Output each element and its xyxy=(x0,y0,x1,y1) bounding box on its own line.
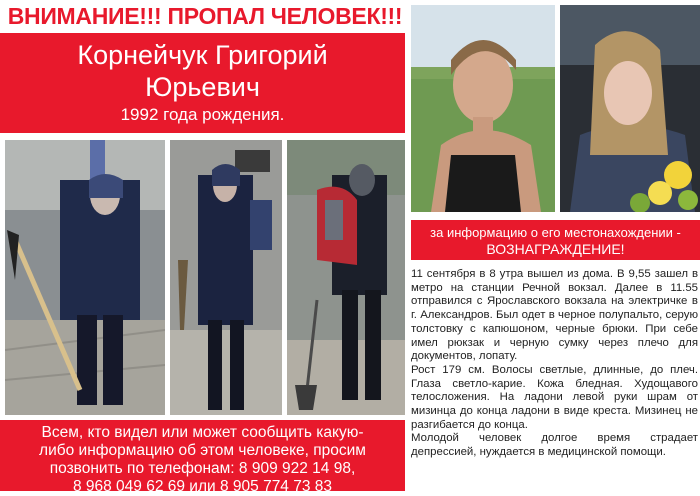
person-patronymic: Юрьевич xyxy=(145,72,260,102)
contact-line-2: либо информацию об этом человеке, просим xyxy=(39,442,366,459)
contact-line-4: 8 968 049 62 69 или 8 905 774 73 83 xyxy=(72,478,333,495)
description-paragraph: 11 сентября в 8 утра вышел из дома. В 9,55 зашел в метро на станции Речной вокзал. Далее в 11.55 отправился с Ярославского вокзала на электричке в г. Александров. Был одет в черное полупальто, серую толстовку с капюшоном, черные брюки. При себе имел рюкзак и черную сумку через плечо для документов, лопату. xyxy=(411,268,698,363)
description-block xyxy=(411,268,698,460)
portrait-photo-1 xyxy=(411,5,555,212)
surveillance-photo-1 xyxy=(5,140,165,415)
headline: ВНИМАНИЕ!!! ПРОПАЛ ЧЕЛОВЕК!!! xyxy=(0,0,410,33)
reward-line-1: за информацию о его местонахождении - xyxy=(430,225,681,240)
portrait-photo-2 xyxy=(560,5,700,212)
surveillance-photo-2 xyxy=(170,140,282,415)
contact-block xyxy=(0,420,405,495)
name-block xyxy=(0,33,405,133)
reward-block xyxy=(411,220,700,260)
reward-line-2: ВОЗНАГРАЖДЕНИЕ! xyxy=(486,241,625,257)
description-paragraph: Рост 179 см. Волосы светлые, длинные, до плеч. Глаза светло-карие. Кожа бледная. Худощавого телосложения. На ладони левой руки шрам от мизинца до конца ладони в виде креста. Мизинец не разгибается до конца. xyxy=(411,363,698,431)
person-name: Корнейчук Григорий xyxy=(77,40,328,70)
description-paragraph: Молодой человек долгое время страдает депрессией, нуждается в медицинской помощи. xyxy=(411,432,698,459)
contact-line-1: Всем, кто видел или может сообщить какую- xyxy=(41,424,364,441)
birth-year: 1992 года рождения. xyxy=(120,105,285,124)
contact-line-3: позвонить по телефонам: 8 909 922 14 98, xyxy=(49,460,356,477)
surveillance-photo-3 xyxy=(287,140,405,415)
